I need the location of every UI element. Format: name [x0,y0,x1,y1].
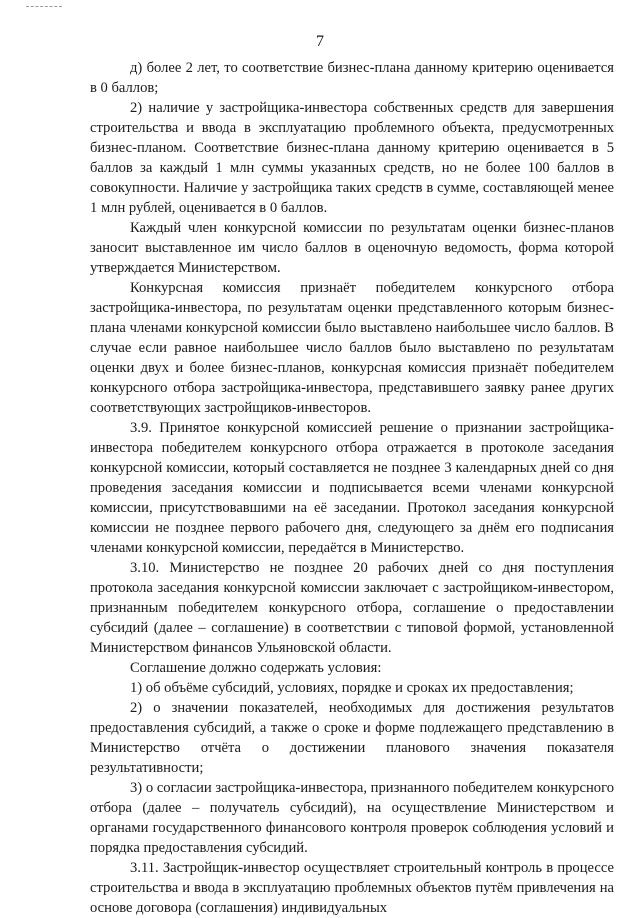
paragraph-criterion-d: д) более 2 лет, то соответствие бизнес-плана данному критерию оценивается в 0 баллов; [90,60,614,96]
paragraph-3-9: 3.9. Принятое конкурсной комиссией решение о признании застройщика-инвестора победителем конкурсного отбора отражается в протоколе заседания конкурсной комиссии, который составляется не позднее 3 календарных дней со дня проведения заседания комиссии и подписывается всеми членами конкурсной комиссии, присутствовавшими на её заседании. Протокол заседания конкурсной комиссии не позднее первого рабочего дня, следующего за днём его подписания членами конкурсной комиссии, передаётся в Министерство. [90,420,614,556]
paragraph-3-10: 3.10. Министерство не позднее 20 рабочих дней со дня поступления протокола заседания конкурсной комиссии заключает с застройщиком-инвестором, признанным победителем конкурсного отбора, соглашение о предоставлении субсидий (далее – соглашение) в соответствии с типовой формой, установленной Министерством финансов Ульяновской области. [90,560,614,656]
paragraph-condition-1: 1) об объёме субсидий, условиях, порядке и сроках их предоставления; [130,680,574,696]
document-body [90,58,614,918]
paragraph-condition-3: 3) о согласии застройщика-инвестора, признанного победителем конкурсного отбора (далее – получатель субсидий), на осуществление Министерством и органами государственного финансового контроля проверок соблюдения условий и порядка предоставления субсидий. [90,780,614,856]
paragraph-winner: Конкурсная комиссия признаёт победителем конкурсного отбора застройщика-инвестора, по результатам оценки представленного которым бизнес-плана членами конкурсной комиссии было выставлено наибольшее число баллов. В случае если равное наибольшее число баллов было выставлено по результатам оценки двух и более бизнес-планов, конкурсная комиссия признаёт победителем конкурсного отбора застройщика-инвестора, представившего заявку ранее других соответствующих застройщиков-инвесторов. [90,280,614,416]
paragraph-agreement-conditions: Соглашение должно содержать условия: [130,660,382,676]
paragraph-condition-2: 2) о значении показателей, необходимых для достижения результатов предоставления субсидий, а также о сроке и форме подлежащего представлению в Министерство отчёта о достижении планового значения показателя результативности; [90,700,614,776]
paragraph-3-11: 3.11. Застройщик-инвестор осуществляет строительный контроль в процессе строительства и ввода в эксплуатацию проблемных объектов путём привлечения на основе договора (соглашения) индивидуальных [90,860,614,916]
page-number: 7 [316,33,324,50]
scan-mark [26,6,62,7]
paragraph-own-funds: 2) наличие у застройщика-инвестора собственных средств для завершения строительства и ввода в эксплуатацию проблемного объекта, предусмотренных бизнес-планом. Соответствие бизнес-плана данному критерию оценивается в 5 баллов за каждый 1 млн суммы указанных средств, но не более 100 баллов в совокупности. Наличие у застройщика таких средств в сумме, составляющей менее 1 млн рублей, оценивается в 0 баллов. [90,100,614,216]
paragraph-commission-member: Каждый член конкурсной комиссии по результатам оценки бизнес-планов заносит выставленное им число баллов в оценочную ведомость, форма которой утверждается Министерством. [90,220,614,276]
